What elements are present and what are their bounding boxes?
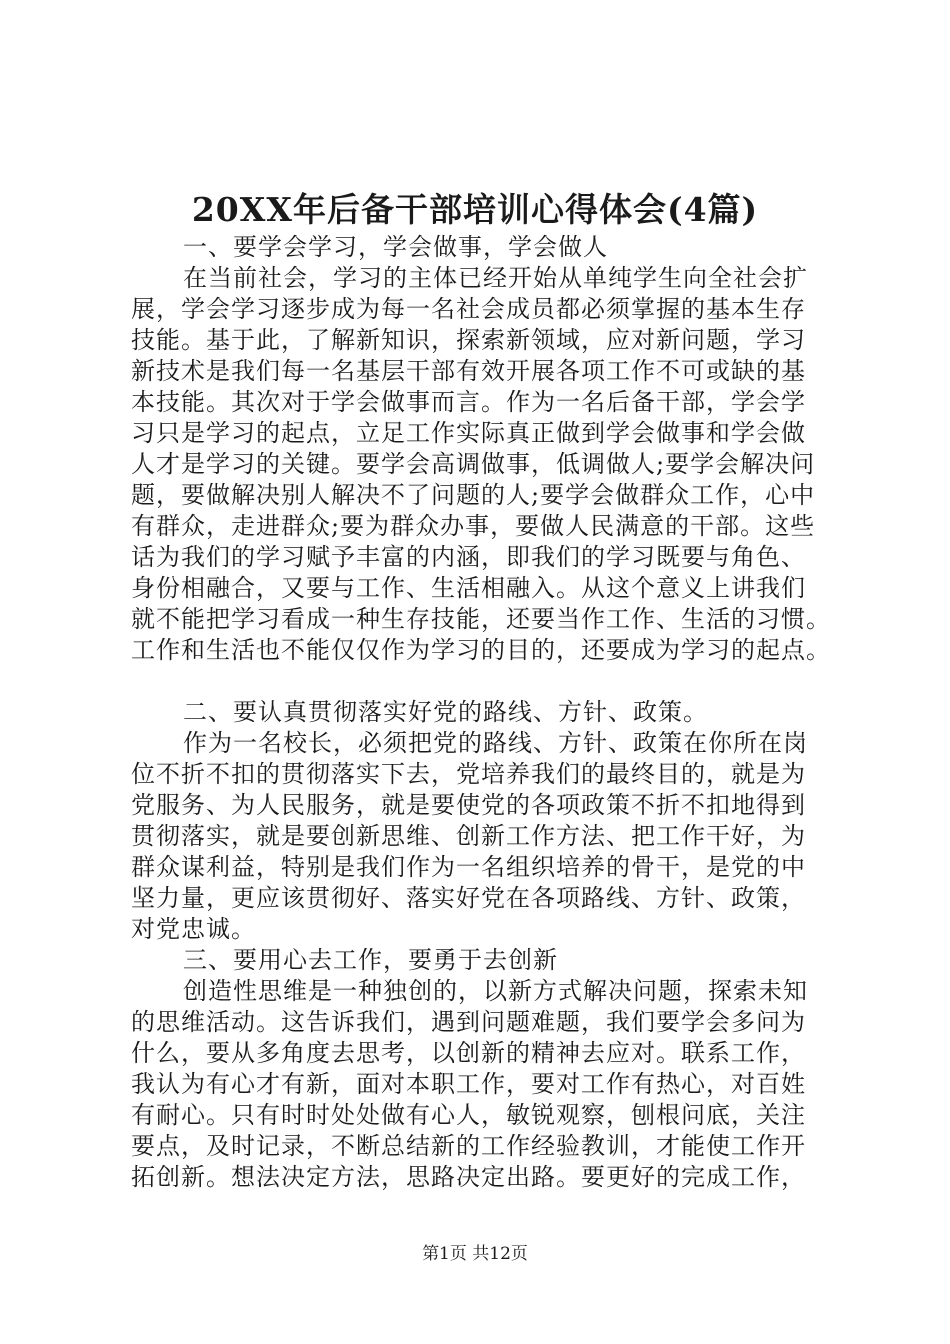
paragraph-line: 人才是学习的关键。要学会高调做事，低调做人;要学会解决问	[131, 450, 816, 478]
paragraph-line: 我认为有心才有新，面对本职工作，要对工作有热心，对百姓	[131, 1070, 806, 1098]
paragraph-line: 位不折不扣的贯彻落实下去，党培养我们的最终目的，就是为	[131, 760, 806, 788]
document-body	[131, 232, 851, 1193]
document-title: 20XX年后备干部培训心得体会(4篇)	[191, 190, 759, 229]
paragraph-line: 作为一名校长，必须把党的路线、方针、政策在你所在岗	[183, 729, 808, 757]
paragraph-line: 的思维活动。这告诉我们，遇到问题难题，我们要学会多问为	[131, 1008, 806, 1036]
section-heading-1: 一、要学会学习，学会做事，学会做人	[183, 233, 608, 261]
paragraph-line: 群众谋利益，特别是我们作为一名组织培养的骨干，是党的中	[131, 853, 806, 881]
paragraph-line: 话为我们的学习赋予丰富的内涵，即我们的学习既要与角色、	[131, 543, 806, 571]
blank-line	[131, 666, 851, 697]
paragraph-line: 展，学会学习逐步成为每一名社会成员都必须掌握的基本生存	[131, 295, 806, 323]
paragraph-line: 在当前社会，学习的主体已经开始从单纯学生向全社会扩	[183, 264, 808, 292]
paragraph-line: 就不能把学习看成一种生存技能，还要当作工作、生活的习惯。	[131, 605, 831, 633]
paragraph-line: 本技能。其次对于学会做事而言。作为一名后备干部，学会学	[131, 388, 806, 416]
section-heading-2: 二、要认真贯彻落实好党的路线、方针、政策。	[183, 698, 708, 726]
paragraph-line: 新技术是我们每一名基层干部有效开展各项工作不可或缺的基	[131, 357, 806, 385]
paragraph-line: 创造性思维是一种独创的，以新方式解决问题，探索未知	[183, 977, 808, 1005]
section-heading-3: 三、要用心去工作，要勇于去创新	[183, 946, 558, 974]
paragraph-line: 贯彻落实，就是要创新思维、创新工作方法、把工作干好，为	[131, 822, 806, 850]
paragraph-line: 工作和生活也不能仅仅作为学习的目的，还要成为学习的起点。	[131, 636, 831, 664]
paragraph-line: 题，要做解决别人解决不了问题的人;要学会做群众工作，心中	[131, 481, 816, 509]
paragraph-line: 党服务、为人民服务，就是要使党的各项政策不折不扣地得到	[131, 791, 806, 819]
paragraph-line: 要点，及时记录，不断总结新的工作经验教训，才能使工作开	[131, 1132, 806, 1160]
paragraph-line: 有耐心。只有时时处处做有心人，敏锐观察，刨根问底，关注	[131, 1101, 806, 1129]
paragraph-line: 拓创新。想法决定方法，思路决定出路。要更好的完成工作，	[131, 1163, 806, 1191]
page-number-footer: 第1页 共12页	[422, 1244, 528, 1264]
paragraph-line: 技能。基于此，了解新知识，探索新领域，应对新问题，学习	[131, 326, 806, 354]
paragraph-line: 身份相融合，又要与工作、生活相融入。从这个意义上讲我们	[131, 574, 806, 602]
paragraph-line: 什么，要从多角度去思考，以创新的精神去应对。联系工作，	[131, 1039, 806, 1067]
paragraph-line: 有群众，走进群众;要为群众办事，要做人民满意的干部。这些	[131, 512, 816, 540]
paragraph-line: 习只是学习的起点，立足工作实际真正做到学会做事和学会做	[131, 419, 806, 447]
paragraph-line: 坚力量，更应该贯彻好、落实好党在各项路线、方针、政策，	[131, 884, 806, 912]
paragraph-line: 对党忠诚。	[131, 915, 256, 943]
